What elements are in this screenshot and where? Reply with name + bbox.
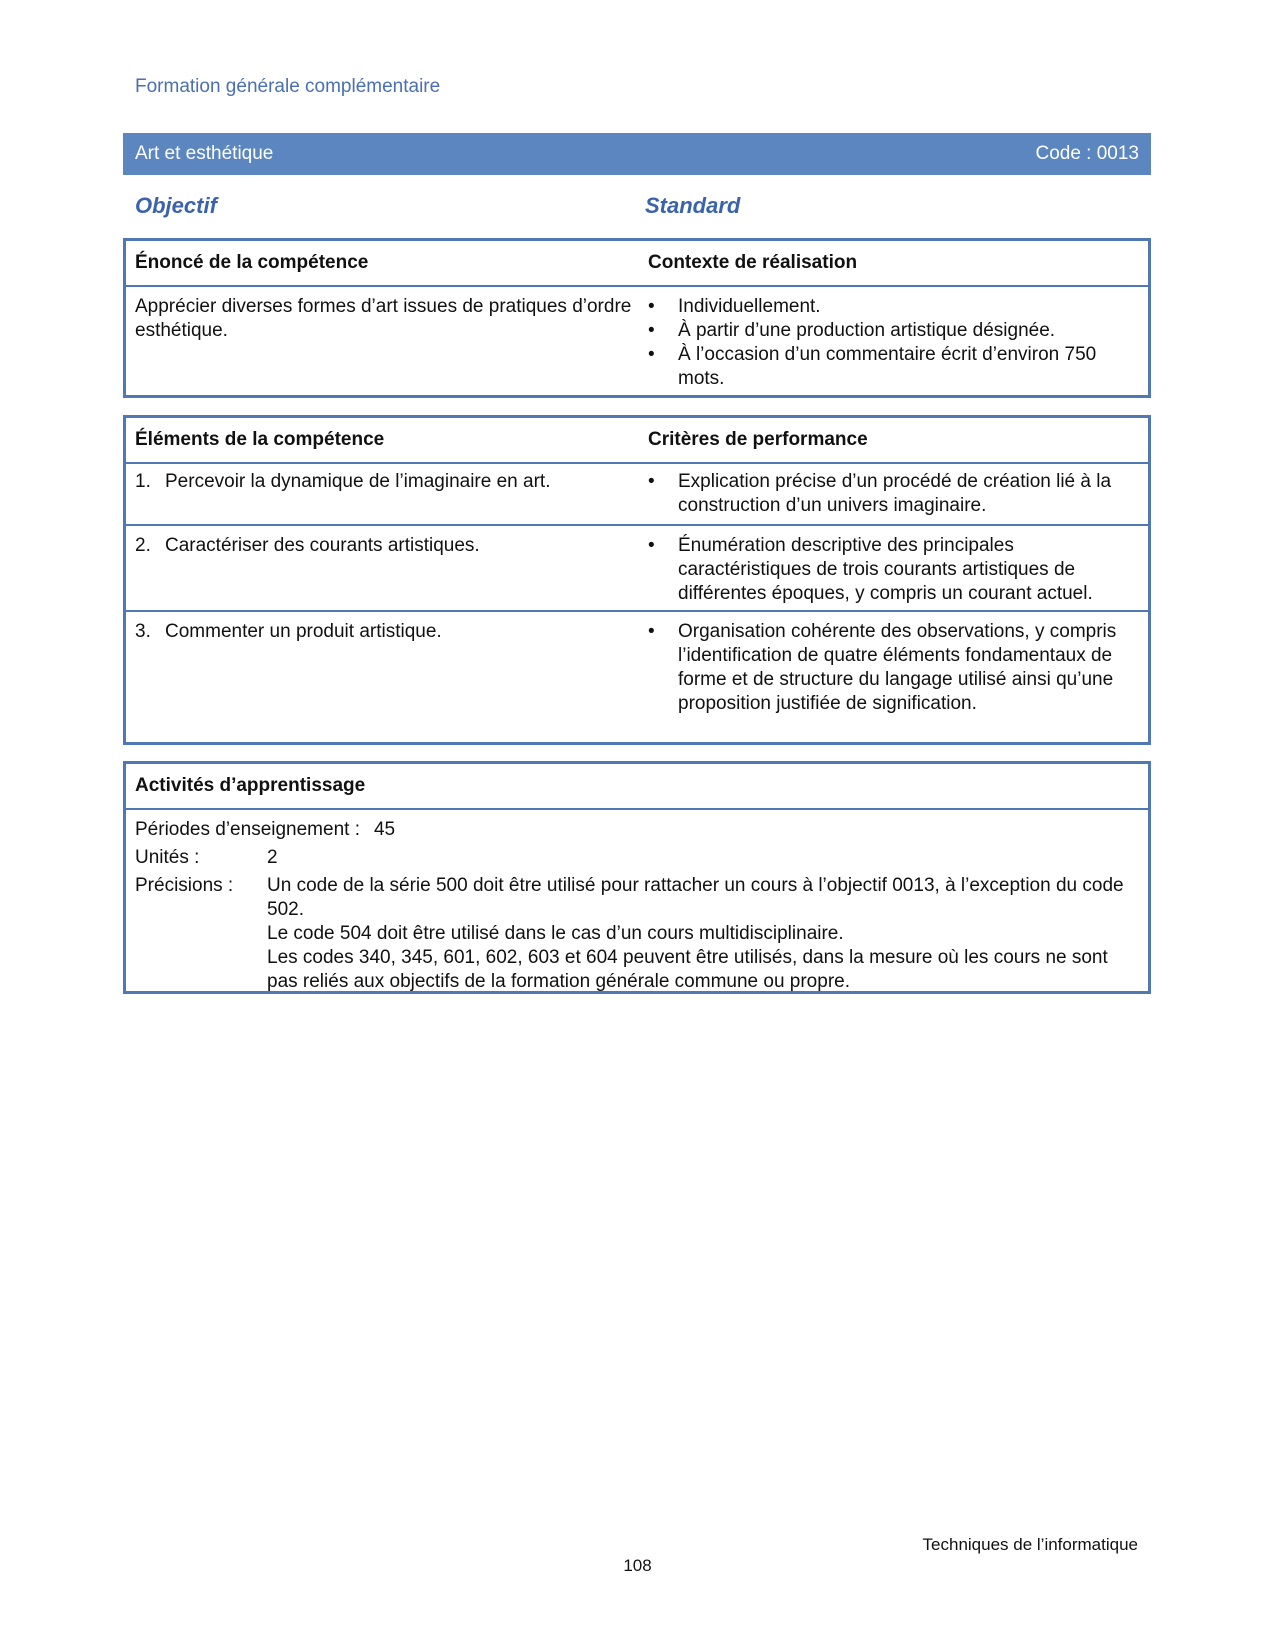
precision-item: Le code 504 doit être utilisé dans le cas d’un cours multidisciplinaire. [267, 923, 844, 944]
competence-statement-header: Énoncé de la compétence [135, 252, 369, 273]
precision-item: Les codes 340, 345, 601, 602, 603 et 604 peuvent être utilisés, dans la mesure où les cours ne sont pas reliés aux objectifs de la formation générale commune ou propre. [267, 947, 1108, 992]
document-header: Formation générale complémentaire [135, 76, 441, 97]
standard-heading: Standard [645, 193, 741, 218]
units-value: 2 [267, 847, 278, 868]
activities-header-row [126, 764, 1148, 810]
elements-header: Éléments de la compétence [135, 429, 385, 450]
competence-box [123, 238, 1151, 398]
criteria-header: Critères de performance [648, 429, 868, 450]
periods-line [126, 810, 1148, 842]
precisions-line [126, 870, 1148, 994]
course-code: Code : 0013 [1035, 143, 1139, 164]
periods-value: 45 [373, 819, 396, 840]
activities-box [123, 761, 1151, 994]
element-text: Caractériser des courants artistiques. [165, 535, 480, 556]
element-text: Percevoir la dynamique de l’imaginaire en art. [165, 471, 551, 492]
criterion-text: • Organisation cohérente des observations, y compris l’identification de quatre éléments fondamentaux de forme et de structure du langage utilisé ainsi qu’une proposition justifiée de signification. [648, 620, 1131, 716]
table-row [126, 524, 1148, 610]
element-number: 3. [135, 621, 151, 642]
list-item: • À l’occasion d’un commentaire écrit d’environ 750 mots. [648, 343, 1131, 391]
list-item: • À partir d’une production artistique désignée. [648, 319, 1131, 343]
element-number: 1. [135, 471, 151, 492]
elements-box [123, 415, 1151, 745]
footer-program: Techniques de l’informatique [922, 1535, 1138, 1554]
units-line [126, 842, 1148, 870]
course-title-bar [123, 133, 1151, 175]
element-text: Commenter un produit artistique. [165, 621, 442, 642]
context-header: Contexte de réalisation [648, 252, 858, 273]
activities-header: Activités d’apprentissage [135, 775, 366, 796]
precisions-list [267, 874, 1139, 994]
elements-header-row [126, 418, 1148, 464]
precisions-label: Précisions : [135, 875, 234, 896]
context-list [648, 295, 1131, 391]
criterion-text: • Explication précise d’un procédé de création lié à la construction d’un univers imaginaire. [648, 470, 1131, 518]
criterion-text: • Énumération descriptive des principales caractéristiques de trois courants artistiques de différentes époques, y compris un courant actuel. [648, 534, 1131, 606]
table-row [126, 610, 1148, 722]
units-label: Unités : [135, 847, 200, 868]
element-number: 2. [135, 535, 151, 556]
table-row [126, 464, 1148, 524]
page-number: 108 [623, 1556, 652, 1575]
objective-heading: Objectif [135, 193, 217, 218]
competence-statement: Apprécier diverses formes d’art issues de pratiques d’ordre esthétique. [135, 296, 632, 341]
competence-header-row [126, 241, 1148, 287]
course-title: Art et esthétique [135, 143, 274, 164]
list-item: • Individuellement. [648, 295, 1131, 319]
precision-item: Un code de la série 500 doit être utilisé pour rattacher un cours à l’objectif 0013, à l’exception du code 502. [267, 875, 1124, 920]
competence-content-row [126, 287, 1148, 391]
periods-label: Périodes d’enseignement : [135, 819, 360, 840]
